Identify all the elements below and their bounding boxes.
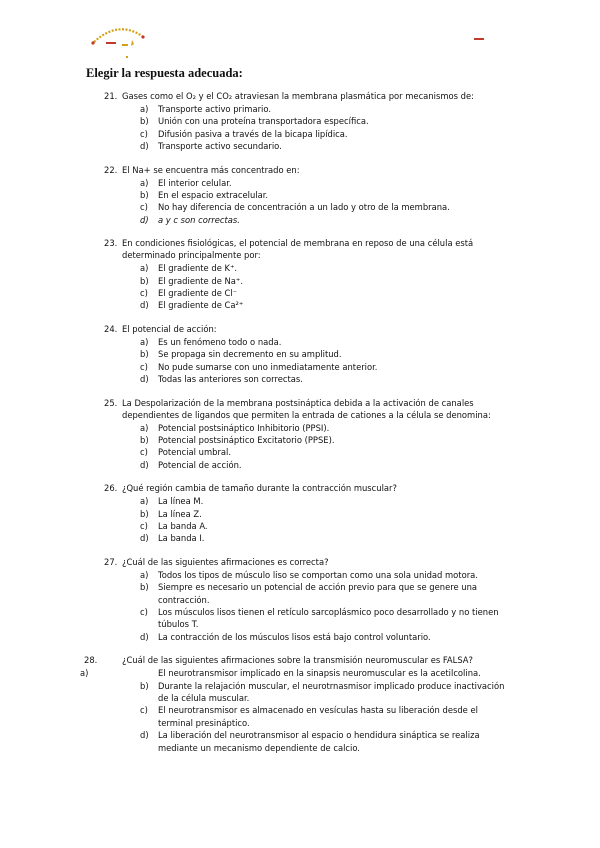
option-c: c) El neurotransmisor es almacenado en vesículas hasta su liberación desde el terminal presináptico. [140,705,478,728]
question-28 [0,654,600,754]
question-27 [0,556,600,643]
option-c: c) El gradiente de Cl⁻ [140,288,238,299]
option-c: c) Difusión pasiva a través de la bicapa lipídica. [140,128,348,139]
question-stem: La Despolarización de la membrana postsináptica debida a la activación de canales dependientes de ligandos que permiten la entrada de cationes a la célula se denomina: [122,397,491,420]
option-b: b) Se propaga sin decremento en su amplitud. [140,349,342,360]
question-21 [0,90,600,153]
question-stem: El Na+ se encuentra más concentrado en: [122,164,300,175]
option-c: c) No hay diferencia de concentración a un lado y otro de la membrana. [140,202,450,213]
option-a: a) El neurotransmisor implicado en la sinapsis neuromuscular es la acetilcolina. [80,668,481,679]
university-seal-logo [88,18,148,60]
option-c: c) Los músculos lisos tienen el retículo sarcoplásmico poco desarrollado y no tienen túbulos T. [140,606,499,630]
option-a: a) Todos los tipos de músculo liso se comportan como una sola unidad motora. [140,569,478,580]
option-a: a) Es un fenómeno todo o nada. [140,336,282,347]
question-number: 25. [104,397,118,408]
option-d: d) Todas las anteriores son correctas. [140,374,303,385]
option-a: a) Potencial postsináptico Inhibitorio (PPSI). [140,422,330,433]
option-d: d) La banda I. [140,533,205,544]
question-stem: ¿Qué región cambia de tamaño durante la contracción muscular? [122,483,397,494]
option-d: d) La liberación del neurotransmisor al espacio o hendidura sináptica se realiza mediante un mecanismo dependiente de calcio. [140,730,480,753]
question-23 [0,237,600,312]
option-c: c) Potencial umbral. [140,447,232,458]
decorative-mark [474,38,484,40]
option-b: b) Unión con una proteína transportadora específica. [140,116,369,127]
option-d: d) Potencial de acción. [140,459,242,470]
option-b: b) El gradiente de Na⁺. [140,275,243,286]
option-d: d) a y c son correctas. [140,214,240,225]
option-a: a) Transporte activo primario. [140,104,271,114]
option-d: d) La contracción de los músculos lisos está bajo control voluntario. [140,631,431,642]
question-24 [0,323,600,386]
question-25 [0,397,600,472]
option-c: c) No pude sumarse con uno inmediatamente anterior. [140,361,378,372]
question-stem: En condiciones fisiológicas, el potencial de membrana en reposo de una célula está determinado principalmente por: [122,238,474,261]
option-b: b) La línea Z. [140,508,202,519]
question-list [0,90,600,754]
option-a: a) El gradiente de K⁺. [140,263,238,274]
question-number: 23. [104,238,118,249]
page-heading: Elegir la respuesta adecuada: [86,66,243,80]
question-number: 28. [84,655,98,666]
option-d: d) El gradiente de Ca²⁺ [140,300,244,311]
option-b: b) Potencial postsináptico Excitatorio (PPSE). [140,434,335,445]
option-a: a) La línea M. [140,496,204,507]
option-b: b) Durante la relajación muscular, el neurotrnasmisor implicado produce inactivación de la célula muscular. [140,680,505,703]
question-stem: Gases como el O₂ y el CO₂ atraviesan la membrana plasmática por mecanismos de: [122,91,474,101]
question-number: 27. [104,556,118,567]
option-b: b) En el espacio extracelular. [140,190,269,201]
option-b: b) Siempre es necesario un potencial de acción previo para que se genere una contracción. [140,582,478,605]
question-number: 21. [104,91,118,101]
question-number: 24. [104,323,118,334]
question-stem: ¿Cuál de las siguientes afirmaciones sobre la transmisión neuromuscular es FALSA? [122,655,473,666]
option-d: d) Transporte activo secundario. [140,141,282,152]
question-stem: ¿Cuál de las siguientes afirmaciones es correcta? [122,556,329,567]
option-a: a) El interior celular. [140,177,232,188]
question-22 [0,164,600,227]
question-26 [0,482,600,545]
question-number: 26. [104,483,118,494]
question-number: 22. [104,164,118,175]
option-c: c) La banda A. [140,520,208,531]
question-stem: El potencial de acción: [122,323,217,334]
